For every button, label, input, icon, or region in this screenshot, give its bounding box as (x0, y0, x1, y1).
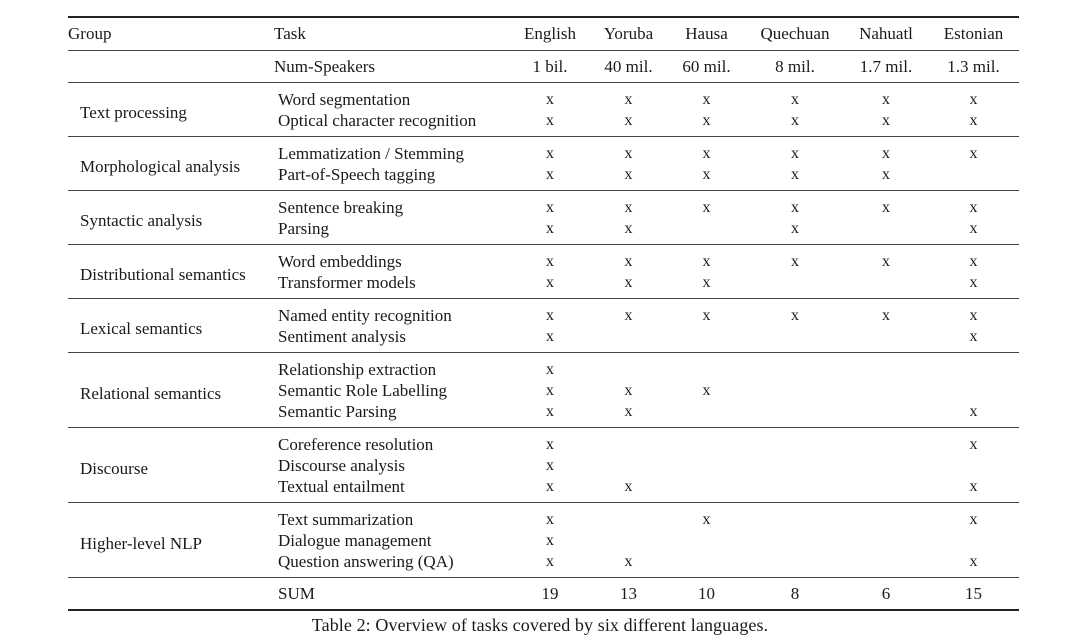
coverage-mark: x (928, 551, 1019, 578)
group-name: Lexical semantics (68, 299, 274, 353)
task-name: Part-of-Speech tagging (274, 164, 510, 191)
task-name: Lemmatization / Stemming (278, 144, 465, 163)
coverage-mark (667, 218, 746, 245)
header-task: Task (274, 17, 510, 51)
coverage-mark: x (546, 457, 554, 474)
sum-value: 8 (746, 578, 844, 611)
header-language: Hausa (667, 17, 746, 51)
coverage-mark: x (928, 401, 1019, 428)
coverage-mark (590, 353, 667, 381)
coverage-mark: x (791, 199, 799, 216)
task-name: Question answering (QA) (274, 551, 510, 578)
sum-value: 15 (928, 578, 1019, 611)
coverage-mark: x (510, 326, 590, 353)
coverage-mark: x (624, 307, 633, 324)
coverage-mark: x (590, 476, 667, 503)
coverage-mark (746, 476, 844, 503)
num-speakers-label: Num-Speakers (274, 51, 510, 83)
num-speakers-value: 1 bil. (510, 51, 590, 83)
coverage-mark (667, 476, 746, 503)
task-row (68, 137, 1019, 165)
coverage-mark: x (702, 91, 711, 108)
coverage-mark (928, 353, 1019, 381)
coverage-mark: x (702, 199, 711, 216)
task-name: Optical character recognition (274, 110, 510, 137)
coverage-mark (667, 353, 746, 381)
coverage-mark: x (702, 145, 711, 162)
group-name: Distributional semantics (68, 245, 274, 299)
coverage-mark (844, 530, 928, 551)
coverage-mark: x (590, 272, 667, 299)
task-name: Textual entailment (274, 476, 510, 503)
coverage-mark (746, 428, 844, 456)
task-name: Transformer models (274, 272, 510, 299)
empty-cell (68, 578, 274, 611)
coverage-mark: x (702, 511, 711, 528)
coverage-mark (844, 401, 928, 428)
coverage-mark: x (590, 401, 667, 428)
coverage-mark (844, 272, 928, 299)
coverage-mark: x (667, 272, 746, 299)
coverage-mark: x (882, 199, 890, 216)
coverage-mark: x (624, 145, 633, 162)
coverage-mark (928, 530, 1019, 551)
coverage-mark (590, 503, 667, 531)
coverage-mark: x (791, 91, 799, 108)
coverage-mark (590, 455, 667, 476)
sum-label: SUM (274, 578, 510, 611)
coverage-mark: x (590, 551, 667, 578)
coverage-mark: x (969, 199, 978, 216)
header-group: Group (68, 17, 274, 51)
group-name: Text processing (68, 83, 274, 137)
header-language: Quechuan (746, 17, 844, 51)
coverage-mark: x (844, 164, 928, 191)
task-name: Named entity recognition (278, 306, 452, 325)
coverage-mark: x (546, 532, 554, 549)
group-name: Relational semantics (68, 353, 274, 428)
task-row (68, 428, 1019, 456)
coverage-mark (746, 401, 844, 428)
coverage-mark (667, 326, 746, 353)
coverage-mark: x (969, 91, 978, 108)
coverage-mark: x (791, 253, 799, 270)
num-speakers-row (68, 51, 1019, 83)
coverage-mark (844, 218, 928, 245)
task-name: Word embeddings (278, 252, 402, 271)
group-name: Morphological analysis (68, 137, 274, 191)
group-section (68, 191, 1019, 245)
group-section (68, 83, 1019, 137)
coverage-mark: x (510, 401, 590, 428)
coverage-mark (667, 401, 746, 428)
task-name: Coreference resolution (278, 435, 434, 454)
task-name: Semantic Role Labelling (278, 381, 448, 400)
coverage-mark: x (546, 511, 554, 528)
coverage-mark (844, 455, 928, 476)
coverage-mark: x (702, 307, 711, 324)
coverage-mark (844, 380, 928, 401)
task-name: Discourse analysis (278, 456, 406, 475)
coverage-mark: x (882, 91, 890, 108)
coverage-mark: x (791, 145, 799, 162)
coverage-mark: x (546, 382, 554, 399)
header-row (68, 17, 1019, 51)
group-section (68, 353, 1019, 428)
sum-value: 13 (590, 578, 667, 611)
coverage-mark: x (590, 164, 667, 191)
coverage-mark: x (928, 326, 1019, 353)
task-coverage-table-wrapper (68, 16, 1019, 611)
empty-cell (68, 51, 274, 83)
task-name: Word segmentation (278, 90, 411, 109)
coverage-mark: x (928, 110, 1019, 137)
task-row (68, 83, 1019, 111)
coverage-mark (746, 353, 844, 381)
group-name: Discourse (68, 428, 274, 503)
coverage-mark: x (969, 145, 978, 162)
group-section (68, 245, 1019, 299)
task-name: Dialogue management (278, 531, 432, 550)
coverage-mark (844, 503, 928, 531)
coverage-mark (746, 530, 844, 551)
num-speakers-value: 1.7 mil. (844, 51, 928, 83)
num-speakers-value: 60 mil. (667, 51, 746, 83)
coverage-mark: x (590, 218, 667, 245)
coverage-mark (746, 503, 844, 531)
task-coverage-table (68, 16, 1019, 611)
coverage-mark: x (624, 253, 633, 270)
coverage-mark: x (624, 91, 633, 108)
task-name: Text summarization (278, 510, 414, 529)
task-row (68, 503, 1019, 531)
coverage-mark: x (746, 164, 844, 191)
coverage-mark (844, 353, 928, 381)
coverage-mark: x (667, 110, 746, 137)
coverage-mark: x (546, 253, 554, 270)
group-section (68, 428, 1019, 503)
sum-value: 10 (667, 578, 746, 611)
group-section (68, 299, 1019, 353)
coverage-mark (844, 428, 928, 456)
coverage-mark (928, 455, 1019, 476)
coverage-mark (667, 428, 746, 456)
coverage-mark: x (969, 436, 978, 453)
coverage-mark: x (969, 253, 978, 270)
header-language: Estonian (928, 17, 1019, 51)
coverage-mark: x (746, 110, 844, 137)
coverage-mark (746, 551, 844, 578)
coverage-mark (746, 380, 844, 401)
header-language: Yoruba (590, 17, 667, 51)
table-caption: Table 2: Overview of tasks covered by six different languages. (311, 615, 769, 635)
coverage-mark (844, 476, 928, 503)
task-name: Sentiment analysis (274, 326, 510, 353)
coverage-mark: x (882, 253, 890, 270)
coverage-mark: x (702, 253, 711, 270)
group-name: Higher-level NLP (68, 503, 274, 578)
coverage-mark: x (510, 110, 590, 137)
task-row (68, 299, 1019, 327)
coverage-mark: x (510, 476, 590, 503)
num-speakers-value: 40 mil. (590, 51, 667, 83)
coverage-mark (844, 551, 928, 578)
coverage-mark: x (546, 199, 554, 216)
coverage-mark (746, 455, 844, 476)
group-section (68, 503, 1019, 578)
task-row (68, 245, 1019, 273)
group-section (68, 137, 1019, 191)
coverage-mark: x (624, 199, 633, 216)
coverage-mark: x (546, 361, 554, 378)
coverage-mark (590, 428, 667, 456)
coverage-mark: x (882, 307, 890, 324)
task-name: Semantic Parsing (274, 401, 510, 428)
header-language: English (510, 17, 590, 51)
coverage-mark: x (546, 436, 554, 453)
coverage-mark: x (928, 218, 1019, 245)
sum-value: 6 (844, 578, 928, 611)
coverage-mark: x (702, 382, 711, 399)
coverage-mark (746, 272, 844, 299)
coverage-mark (928, 164, 1019, 191)
table-header (68, 17, 1019, 83)
coverage-mark: x (791, 307, 799, 324)
coverage-mark: x (624, 382, 633, 399)
sum-section (68, 578, 1019, 611)
coverage-mark: x (844, 110, 928, 137)
coverage-mark: x (882, 145, 890, 162)
coverage-mark (590, 326, 667, 353)
coverage-mark: x (546, 307, 554, 324)
num-speakers-value: 8 mil. (746, 51, 844, 83)
coverage-mark: x (969, 511, 978, 528)
coverage-mark (928, 380, 1019, 401)
task-row (68, 191, 1019, 219)
coverage-mark: x (510, 164, 590, 191)
num-speakers-value: 1.3 mil. (928, 51, 1019, 83)
coverage-mark: x (590, 110, 667, 137)
coverage-mark (590, 530, 667, 551)
header-language: Nahuatl (844, 17, 928, 51)
coverage-mark (667, 551, 746, 578)
task-name: Relationship extraction (278, 360, 437, 379)
coverage-mark: x (928, 272, 1019, 299)
coverage-mark (844, 326, 928, 353)
task-name: Sentence breaking (278, 198, 404, 217)
coverage-mark: x (510, 218, 590, 245)
coverage-mark: x (746, 218, 844, 245)
coverage-mark (746, 326, 844, 353)
coverage-mark: x (667, 164, 746, 191)
task-name: Parsing (274, 218, 510, 245)
coverage-mark: x (969, 307, 978, 324)
coverage-mark: x (510, 551, 590, 578)
sum-row (68, 578, 1019, 611)
coverage-mark: x (510, 272, 590, 299)
coverage-mark: x (546, 145, 554, 162)
sum-value: 19 (510, 578, 590, 611)
task-row (68, 353, 1019, 381)
group-name: Syntactic analysis (68, 191, 274, 245)
coverage-mark (667, 455, 746, 476)
coverage-mark: x (546, 91, 554, 108)
coverage-mark (667, 530, 746, 551)
coverage-mark: x (928, 476, 1019, 503)
